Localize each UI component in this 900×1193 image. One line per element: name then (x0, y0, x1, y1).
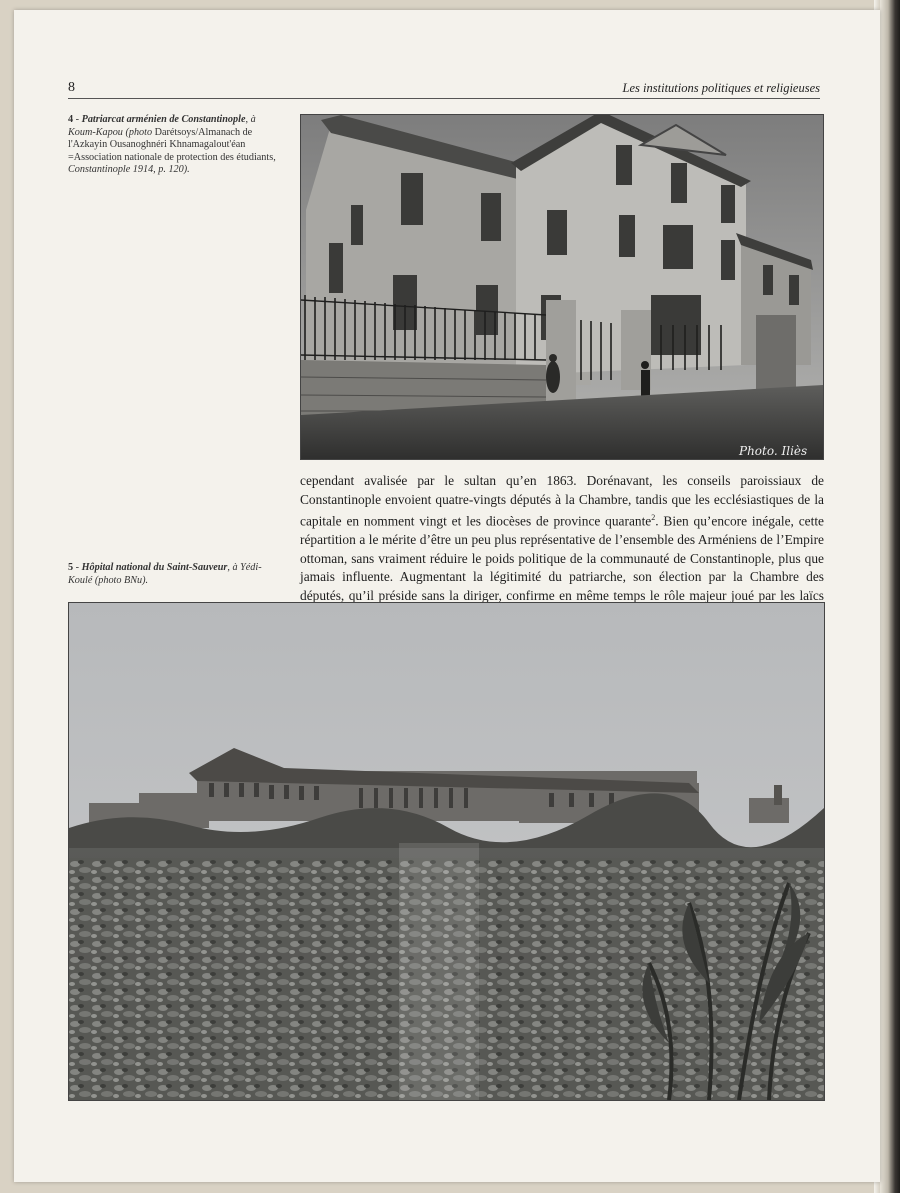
figure-4-credit: Darétsoys/Almanach de l'Azkayin Ousanoghnéri Khnamagalout'éan =Association nationale de protection des étudiants, (68, 126, 276, 163)
page-number: 8 (68, 80, 75, 95)
book-spine (880, 0, 900, 1193)
figure-5-location: Yédi-Koulé (photo BNu). (68, 562, 262, 586)
hospital-landscape-image (69, 603, 824, 1100)
figure-4-source: Constantinople 1914, p. 120). (68, 164, 190, 175)
footnote-ref[interactable]: 2 (651, 513, 656, 523)
figure-4-photo (300, 114, 824, 460)
figure-4-number: 4 (68, 114, 74, 125)
figure-4-title: Patriarcat arménien de Constantinople (81, 114, 246, 125)
running-title: Les institutions politiques et religieuses (622, 81, 820, 95)
body-text-part-2: . Bien qu’encore inégale, cette répartition a le mérite d’être un peu plus représentative de l’ensemble des Arméniens de l’Empire ottoman, sans vraiment réduire le poids politique de la communauté de Constantinople, plus que jamais influente. Augmentant la légitimité du patriarche, son élection par la Chambre des députés, qu’il préside sans la diriger, confirme en même temps le rôle majeur joué par les laïcs (300, 513, 824, 604)
figure-4-photo-prefix: (photo (125, 126, 153, 138)
figure-4-caption: 4 - Patriarcat arménien de Constantinople, à Koum-Kapou (photo Darétsoys/Almanach de l'Azkayin Ousanoghnéri Khnamagalout'éan =Association nationale de protection des étudiants, Constantinople 1914, p. 120). (68, 114, 276, 175)
body-text-part-1: cependant avalisée par le sultan qu’en 1863. Dorénavant, les conseils paroissiaux de Constantinople envoient quatre-vingts députés à la Chambre, tandis que les ecclésiastiques de la capitale en nomment vingt et les diocèses de province quarante (300, 473, 824, 529)
photo-signature: Photo. Iliès (739, 444, 808, 458)
figure-5-photo (68, 602, 825, 1101)
patriarchate-building-image (301, 115, 823, 459)
figure-4-location: Koum-Kapou (68, 126, 123, 138)
figure-5-title: Hôpital national du Saint-Sauveur (81, 562, 228, 573)
figure-5-caption: 5 - Hôpital national du Saint-Sauveur, à Yédi-Koulé (photo BNu). (68, 562, 262, 586)
figure-5-number: 5 (68, 562, 74, 573)
page-header (68, 80, 820, 99)
